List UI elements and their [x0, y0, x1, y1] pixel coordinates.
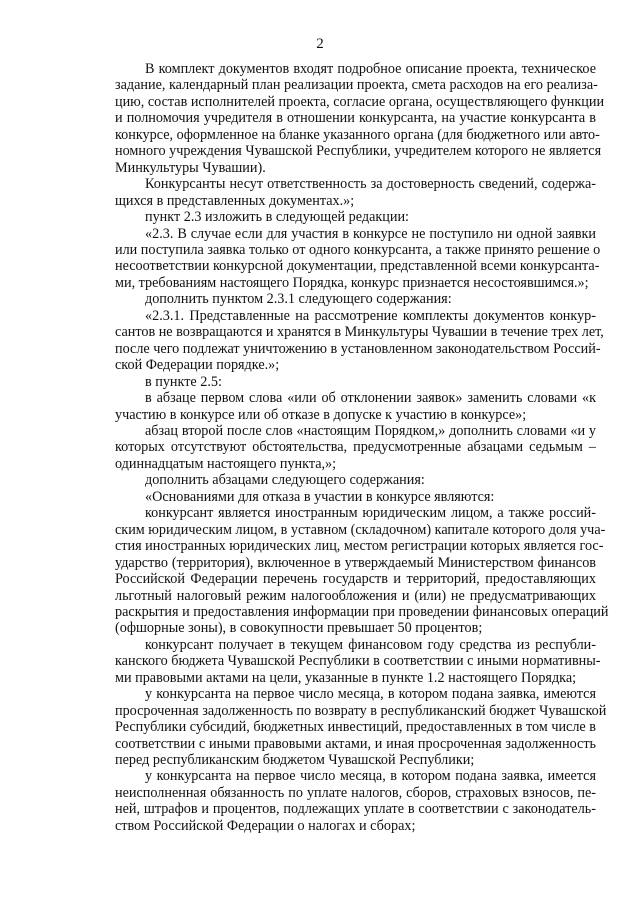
text-line: ским юридическим лицом, в уставном (складочном) капитале которого доля уча-	[115, 521, 606, 538]
paragraph	[115, 489, 596, 505]
text-line: задание, календарный план реализации проекта, смета расходов на его реализа-	[115, 77, 598, 94]
text-line: сантов не возвращаются и хранятся в Минкультуры Чувашии в течение трех лет,	[115, 324, 604, 341]
text-line: цию, состав исполнителей проекта, согласие органа, осуществляющего функции	[115, 93, 605, 110]
paragraph	[115, 686, 607, 769]
paragraph	[115, 176, 596, 209]
text-line: после чего подлежат уничтожению в установленном законодательством Россий-	[115, 340, 601, 357]
text-line: ней, штрафов и процентов, подлежащих уплате в соответствии с законодатель-	[115, 801, 596, 818]
text-line: Конкурсанты несут ответственность за достоверность сведений, содержа-	[145, 176, 596, 193]
text-line: «Основаниями для отказа в участии в конкурсе являются:	[145, 488, 495, 505]
text-line: ми, требованиям настоящего Порядка, конкурс признается несостоявшимся.»;	[115, 274, 589, 291]
text-line: номного учреждения Чувашской Республики, учредителем которого не является	[115, 143, 602, 160]
text-line: участию в конкурсе или об отказе в допуске к участию в конкурсе»;	[115, 406, 527, 423]
text-line: ством Российской Федерации о налогах и сборах;	[115, 817, 416, 834]
text-line: абзац второй после слов «настоящим Порядком,» дополнить словами «и у	[145, 422, 596, 439]
text-line: в абзаце первом слова «или об отклонении заявок» заменить словами «к	[145, 390, 596, 407]
text-line: ской Федерации порядке.»;	[115, 357, 280, 374]
text-line: просроченная задолженность по возврату в республиканский бюджет Чувашской	[115, 702, 607, 719]
text-line: Российской Федерации перечень государств и территорий, предоставляющих	[115, 571, 596, 588]
text-line: дополнить пунктом 2.3.1 следующего содержания:	[145, 291, 452, 308]
text-line: перед республиканским бюджетом Чувашской Республики;	[115, 752, 475, 769]
text-line: В комплект документов входят подробное описание проекта, техническое	[145, 61, 596, 77]
text-line: Республики субсидий, бюджетных инвестиций, предоставленных в том числе в	[115, 719, 596, 736]
paragraph	[115, 636, 601, 686]
text-line: канского бюджета Чувашской Республики в соответствии с иными нормативны-	[115, 653, 601, 670]
text-line: в пункте 2.5:	[145, 373, 222, 390]
paragraph	[115, 768, 596, 834]
text-line: щихся в представленных документах.»;	[115, 192, 355, 209]
paragraph	[115, 291, 596, 307]
document-body	[115, 61, 609, 834]
text-line: Минкультуры Чувашии).	[115, 159, 266, 176]
paragraph	[115, 374, 596, 390]
text-line: несоответствии конкурсной документации, представленной всеми конкурсанта-	[115, 258, 600, 275]
text-line: дополнить абзацами следующего содержания:	[145, 472, 425, 489]
paragraph	[115, 307, 604, 374]
paragraph	[115, 505, 609, 637]
text-line: «2.3.1. Представленные на рассмотрение комплекты документов конкур-	[145, 307, 596, 324]
paragraph	[115, 390, 596, 423]
paragraph	[115, 472, 596, 488]
text-line: или поступила заявка только от одного конкурсанта, а также принято решение о	[115, 241, 601, 258]
text-line: одиннадцатым настоящего пункта,»;	[115, 455, 337, 472]
text-line: которых отсутствуют обстоятельства, предусмотренные абзацами седьмым –	[115, 439, 596, 456]
text-line: у конкурсанта на первое число месяца, в котором подана заявка, имеется	[145, 768, 596, 785]
text-line: «2.3. В случае если для участия в конкурсе не поступило ни одной заявки	[145, 225, 596, 242]
text-line: ми правовыми актами на цели, указанные в пункте 1.2 настоящего Порядка;	[115, 669, 577, 686]
text-line: раскрытия и предоставления информации при проведении финансовых операций	[115, 603, 609, 620]
text-line: конкурсант является иностранным юридическим лицом, а также россий-	[145, 505, 596, 522]
paragraph	[115, 61, 605, 176]
text-line: (офшорные зоны), в совокупности превышает 50 процентов;	[115, 620, 483, 637]
text-line: и полномочия учредителя в отношении конкурсанта, на участие конкурсанта в	[115, 110, 596, 127]
text-line: неисполненная обязанность по уплате налогов, сборов, страховых взносов, пе-	[115, 784, 596, 801]
text-line: у конкурсанта на первое число месяца, в котором подана заявка, имеются	[145, 686, 596, 703]
text-line: пункт 2.3 изложить в следующей редакции:	[145, 209, 409, 226]
paragraph	[115, 225, 601, 292]
text-line: соответствии с иными правовыми актами, и иная просроченная задолженность	[115, 735, 596, 752]
text-line: стия иностранных юридических лиц, местом регистрации которых является гос-	[115, 538, 604, 555]
page-number: 2	[316, 36, 324, 52]
text-line: ударство (территория), включенное в утверждаемый Министерством финансов	[115, 554, 596, 571]
paragraph	[115, 209, 596, 225]
paragraph	[115, 423, 596, 472]
text-line: льготный налоговый режим налогообложения и (или) не предусматривающих	[115, 587, 596, 604]
text-line: конкурсант получает в текущем финансовом году средства из республи-	[145, 636, 596, 653]
text-line: конкурсе, оформленное на бланке указанного органа (для бюджетного или авто-	[115, 126, 600, 143]
